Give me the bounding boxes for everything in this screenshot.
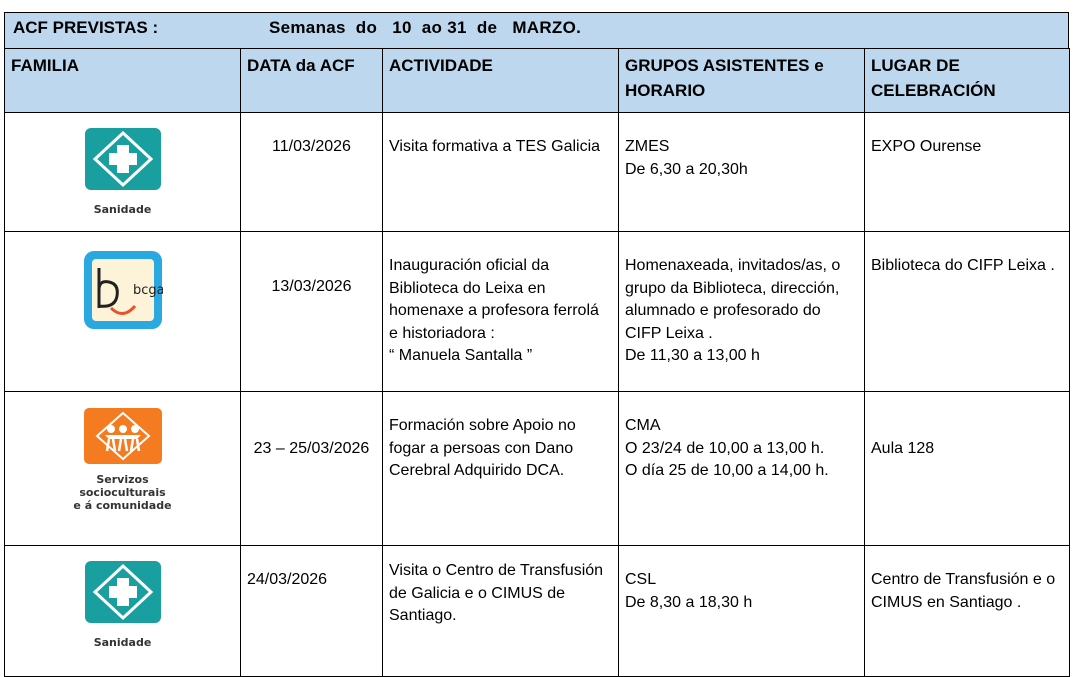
cross-icon	[84, 127, 162, 191]
family-label: Sanidade	[93, 635, 152, 649]
place-cell: Biblioteca do CIFP Leixa .	[865, 232, 1070, 392]
family-label: Sanidade	[93, 202, 152, 216]
title-bar	[4, 12, 1069, 48]
activity-cell: Formación sobre Apoio no fogar a persoas con Dano Cerebral Adquirido DCA.	[383, 392, 619, 546]
family-cell	[5, 546, 241, 677]
acf-document	[4, 12, 1069, 677]
family-label: Servizos socioculturais e á comunidade	[73, 472, 172, 512]
cross-icon	[84, 560, 162, 624]
table-row	[5, 546, 1070, 677]
activity-cell: Visita o Centro de Transfusión de Galicia e o CIMUS de Santiago.	[383, 546, 619, 677]
title-right: Semanas do 10 ao 31 de MARZO.	[269, 18, 582, 37]
people-icon	[83, 407, 163, 465]
library-icon	[83, 250, 163, 330]
acf-table	[4, 48, 1070, 677]
place-cell: EXPO Ourense	[865, 113, 1070, 232]
groups-cell: CMA O 23/24 de 10,00 a 13,00 h. O día 25 de 10,00 a 14,00 h.	[619, 392, 865, 546]
table-row	[5, 392, 1070, 546]
title-left: ACF PREVISTAS :	[13, 18, 159, 37]
groups-cell: ZMES De 6,30 a 20,30h	[619, 113, 865, 232]
place-cell: Centro de Transfusión e o CIMUS en Santiago .	[865, 546, 1070, 677]
date-cell: 11/03/2026	[241, 113, 383, 232]
date-cell: 13/03/2026	[241, 232, 383, 392]
date-cell: 24/03/2026	[241, 546, 383, 677]
groups-cell: CSL De 8,30 a 18,30 h	[619, 546, 865, 677]
col-header-data: DATA da ACF	[241, 49, 383, 113]
family-cell	[5, 113, 241, 232]
activity-cell: Inauguración oficial da Biblioteca do Leixa en homenaxe a profesora ferrolá e historiadora : “ Manuela Santalla ”	[383, 232, 619, 392]
col-header-grupos: GRUPOS ASISTENTES e HORARIO	[619, 49, 865, 113]
place-cell: Aula 128	[865, 392, 1070, 546]
groups-cell: Homenaxeada, invitados/as, o grupo da Biblioteca, dirección, alumnado e profesorado do CIFP Leixa . De 11,30 a 13,00 h	[619, 232, 865, 392]
col-header-actividade: ACTIVIDADE	[383, 49, 619, 113]
family-label: bcga	[132, 283, 163, 298]
activity-cell: Visita formativa a TES Galicia	[383, 113, 619, 232]
col-header-lugar: LUGAR DE CELEBRACIÓN	[865, 49, 1070, 113]
table-row	[5, 113, 1070, 232]
table-row	[5, 232, 1070, 392]
family-cell	[5, 392, 241, 546]
table-header-row	[5, 49, 1070, 113]
family-cell	[5, 232, 241, 392]
date-cell: 23 – 25/03/2026	[241, 392, 383, 546]
col-header-familia: FAMILIA	[5, 49, 241, 113]
